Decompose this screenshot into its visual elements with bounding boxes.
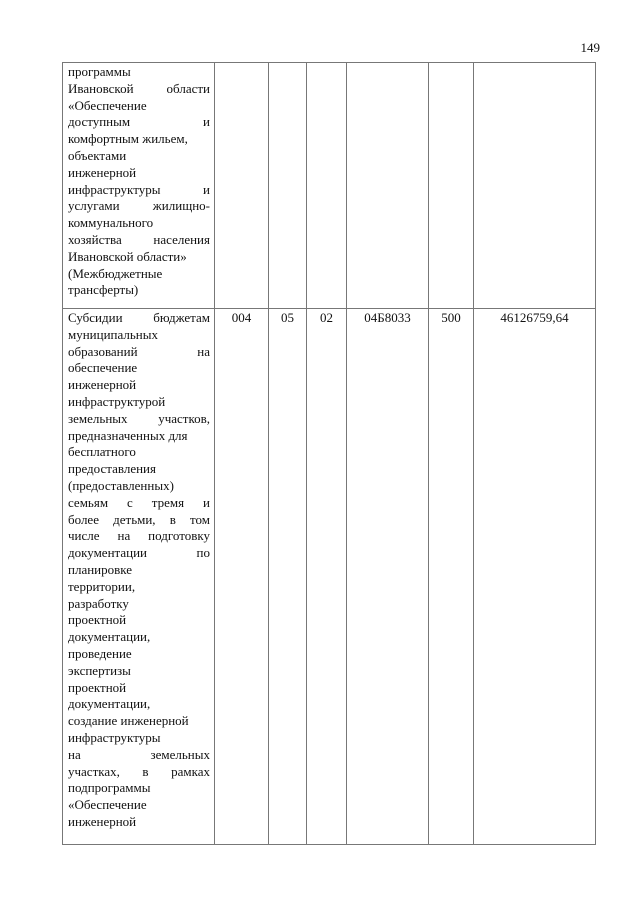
description-line: обеспечение <box>68 360 138 376</box>
description-line: Ивановской области <box>68 80 210 96</box>
description-line: «Обеспечение <box>68 797 147 813</box>
amount-cell: 46126759,64 <box>474 309 596 845</box>
description-line: услугами жилищно- <box>68 198 210 214</box>
expense-type-cell: 500 <box>429 309 474 845</box>
target-code-cell <box>347 63 429 309</box>
description-line: предназначенных для <box>68 427 188 443</box>
section-code-cell <box>269 63 307 309</box>
description-line: (Межбюджетные <box>68 265 163 281</box>
description-line: трансферты) <box>68 282 139 298</box>
description-line: участках, в рамках <box>68 763 210 779</box>
description-line: Субсидии бюджетам <box>68 310 210 325</box>
description-line: проведение <box>68 645 132 661</box>
description-line: документации, <box>68 629 151 645</box>
description-line: документации по <box>68 545 210 561</box>
description-line: Ивановской области» <box>68 248 187 264</box>
description-line: подпрограммы <box>68 780 151 796</box>
table-row <box>63 63 596 309</box>
table-row <box>63 309 596 845</box>
description-line: инженерной <box>68 164 137 180</box>
description-line: хозяйства населения <box>68 231 210 247</box>
description-line: разработку <box>68 595 129 611</box>
description-line: (предоставленных) <box>68 477 174 493</box>
ministry-code-cell <box>215 63 269 309</box>
description-cell <box>63 63 215 309</box>
description-line: образований на <box>68 343 210 359</box>
description-line: объектами <box>68 147 127 163</box>
description-line: муниципальных <box>68 326 159 342</box>
description-line: земельных участков, <box>68 410 210 426</box>
page-number: 149 <box>580 40 600 55</box>
description-line: экспертизы <box>68 662 131 678</box>
amount-cell <box>474 63 596 309</box>
expense-type-cell <box>429 63 474 309</box>
description-line: предоставления <box>68 461 156 477</box>
description-cell <box>63 309 215 845</box>
section-code-cell: 05 <box>269 309 307 845</box>
description-line: числе на подготовку <box>68 528 210 544</box>
description-line: проектной <box>68 679 127 695</box>
description-line: инфраструктуры и <box>68 181 210 197</box>
description-line: комфортным жильем, <box>68 131 188 147</box>
description-line: доступным и <box>68 114 210 130</box>
description-line: документации, <box>68 696 151 712</box>
description-line: программы <box>68 64 131 79</box>
description-line: инженерной <box>68 377 137 393</box>
description-line: семьям с тремя и <box>68 494 210 510</box>
ministry-code-cell: 004 <box>215 309 269 845</box>
description-line: инженерной <box>68 813 137 829</box>
description-line: инфраструктуры <box>68 729 161 745</box>
description-line: планировке <box>68 561 133 577</box>
description-line: бесплатного <box>68 444 136 460</box>
subsection-code-cell <box>307 63 347 309</box>
description-line: инфраструктурой <box>68 393 166 409</box>
subsection-code-cell: 02 <box>307 309 347 845</box>
description-line: более детьми, в том <box>68 511 210 527</box>
target-code-cell: 04Б8033 <box>347 309 429 845</box>
budget-table <box>62 62 596 845</box>
description-line: территории, <box>68 578 136 594</box>
description-line: коммунального <box>68 215 154 231</box>
description-line: создание инженерной <box>68 713 189 729</box>
description-line: «Обеспечение <box>68 97 147 113</box>
description-line: на земельных <box>68 746 210 762</box>
description-line: проектной <box>68 612 127 628</box>
